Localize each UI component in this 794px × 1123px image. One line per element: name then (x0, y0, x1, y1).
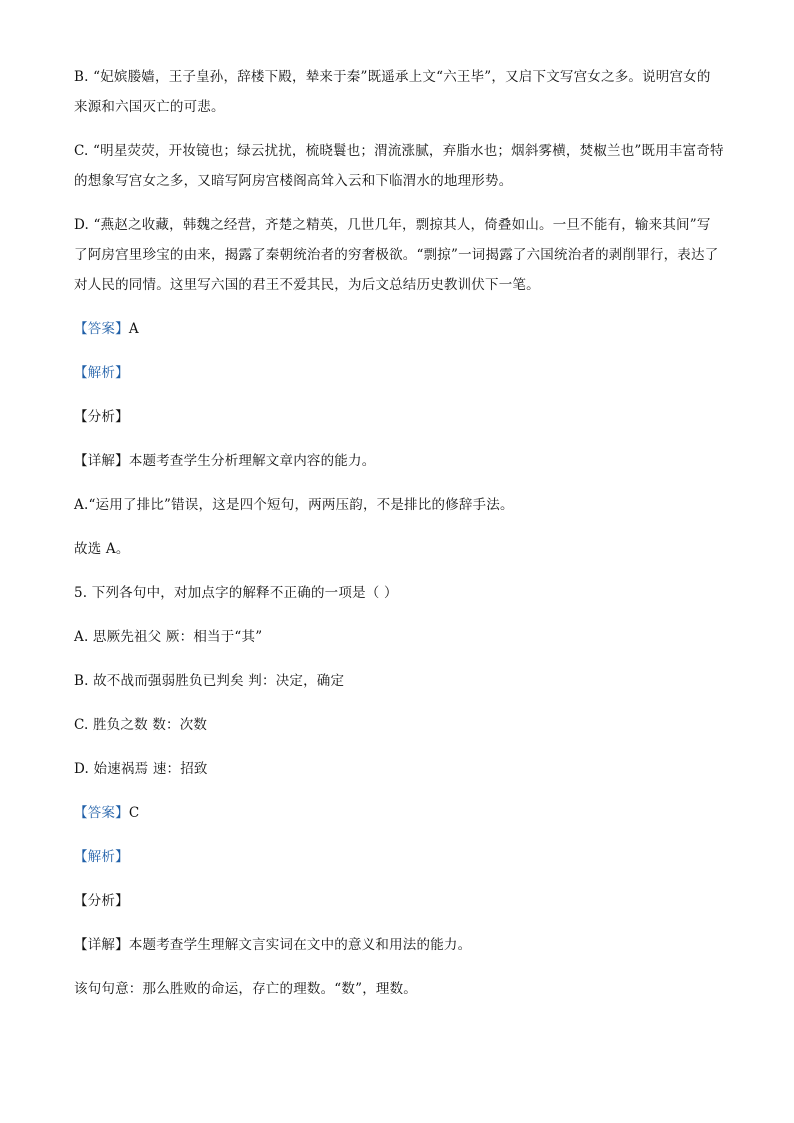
fenxi-line-q4 (74, 402, 724, 432)
option-c-prev: C. “明星荧荧，开妆镜也；绿云扰扰，梳晓鬟也；渭流涨腻，弃脂水也；烟斜雾横，焚椒兰也”既用丰富奇特的想象写宫女之多，又暗写阿房宫楼阁高耸入云和下临渭水的地理形势。 (74, 143, 724, 189)
detail-conclusion-q4: 故选 A。 (74, 541, 130, 557)
option-d-prev: D. “燕赵之收藏，韩魏之经营，齐楚之精英，几世几年，剽掠其人，倚叠如山。一旦不能有，输来其间”写了阿房宫里珍宝的由来，揭露了秦朝统治者的穷奢极欲。“剽掠”一词揭露了六国统治者的剥削罪行，表达了对人民的同情。这里写六国的君王不爱其民，为后文总结历史教训伏下一笔。 (74, 217, 719, 293)
analysis-line-q5 (74, 842, 724, 872)
answer-line-q4 (74, 314, 724, 344)
answer-value: A (128, 321, 139, 337)
question-5-option-a: A. 思厥先祖父 厥：相当于“其” (74, 629, 263, 645)
answer-tag: 【答案】 (74, 321, 129, 337)
question-5-option-d: D. 始速祸焉 速：招致 (74, 761, 208, 777)
detail-explanation-q4: A.“运用了排比”错误，这是四个短句，两两压韵，不是排比的修辞手法。 (74, 497, 514, 513)
question-5-option-b: B. 故不战而强弱胜负已判矣 判：决定，确定 (74, 673, 345, 689)
detail-line-q4 (74, 446, 724, 476)
detail-text: 本题考查学生理解文言实词在文中的意义和用法的能力。 (128, 937, 472, 953)
answer-line-q5 (74, 798, 724, 828)
option-b-prev: B. “妃嫔媵嫱，王子皇孙，辞楼下殿，辇来于秦”既遥承上文“六王毕”，又启下文写宫女之多。说明宫女的来源和六国灭亡的可悲。 (74, 69, 711, 115)
analysis-tag: 【解析】 (74, 849, 129, 865)
fenxi-tag: 【分析】 (74, 893, 129, 909)
fenxi-line-q5 (74, 886, 724, 916)
detail-tag: 【详解】 (74, 453, 129, 469)
answer-value: C (128, 805, 140, 821)
detail-text: 本题考查学生分析理解文章内容的能力。 (128, 453, 376, 469)
detail-tag: 【详解】 (74, 937, 129, 953)
fenxi-tag: 【分析】 (74, 409, 129, 425)
question-5-option-c: C. 胜负之数 数：次数 (74, 717, 208, 733)
document-page (74, 62, 724, 1004)
answer-tag: 【答案】 (74, 805, 129, 821)
analysis-tag: 【解析】 (74, 365, 129, 381)
detail-line-q5 (74, 930, 724, 960)
question-5-stem: 5. 下列各句中，对加点字的解释不正确的一项是（ ） (74, 585, 398, 601)
analysis-line-q4 (74, 358, 724, 388)
detail-explanation-q5: 该句句意：那么胜败的命运，存亡的理数。“数”，理数。 (74, 981, 418, 997)
